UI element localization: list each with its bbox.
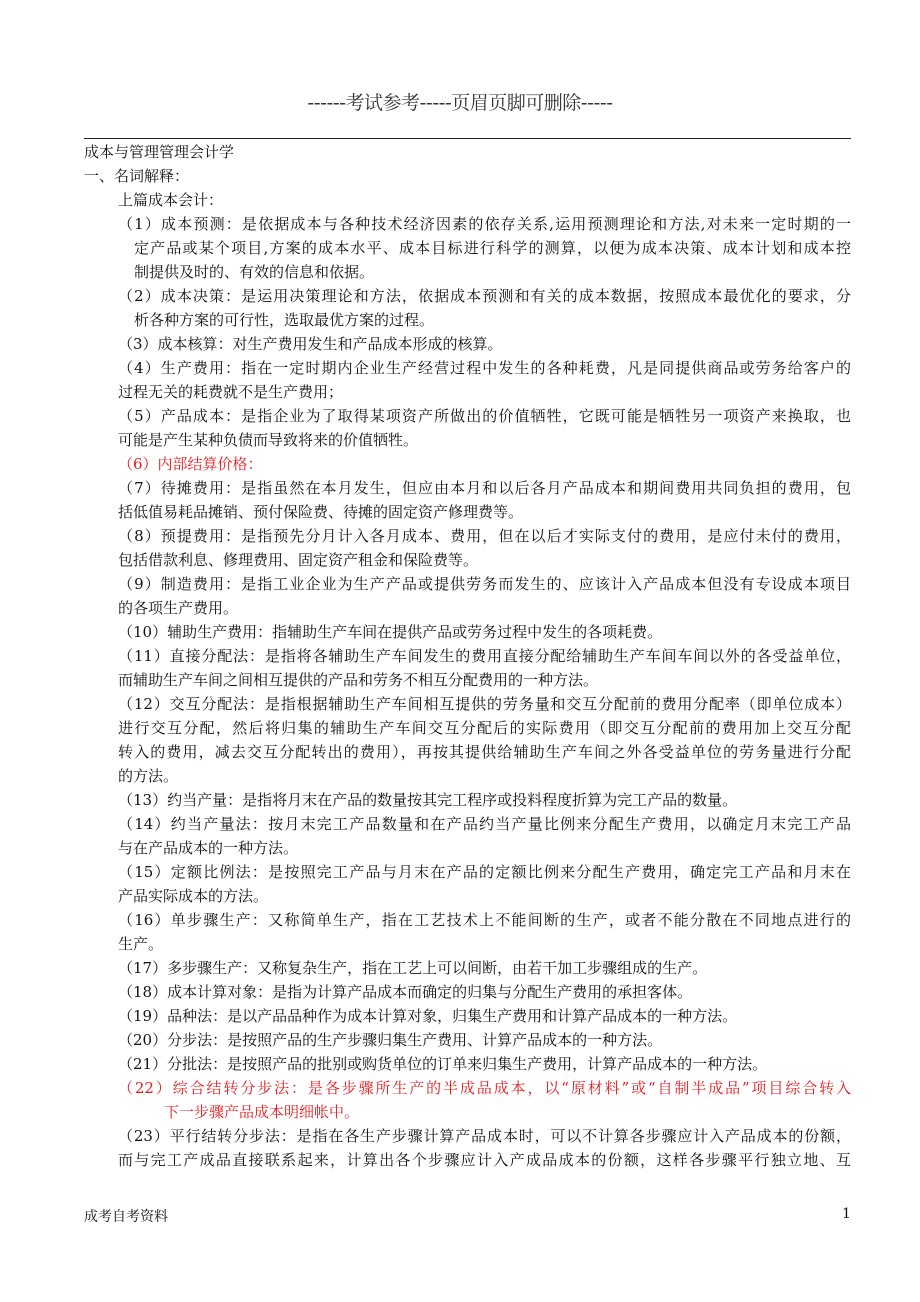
definition-item [0,788,920,812]
definition-term-line: （12）交互分配法：是指根据辅助生产车间相互提供的劳务量和交互分配前的费用分配率（即单位成本） [118,695,851,713]
definition-continuation-line: 下一步骤产品成本明细帐中。 [164,1103,360,1121]
definition-item [0,1028,920,1052]
definition-item [0,332,920,356]
definition-term-line: （1）成本预测：是依据成本与各种技术经济因素的依存关系,运用预测理论和方法,对未来一定时期的一 [118,215,851,233]
definition-item [0,356,920,404]
definition-continuation-line: 而辅助生产车间之间相互提供的产品和劳务不相互分配费用的一种方法。 [118,671,599,689]
definition-item [0,1004,920,1028]
definition-term-line: （4）生产费用：指在一定时期内企业生产经营过程中发生的各种耗费，凡是同提供商品或劳务给客户的 [118,359,851,377]
definition-continuation-line: 可能是产生某种负债而导致将来的价值牺牲。 [118,431,419,449]
definition-item [0,476,920,524]
definition-term-line: （11）直接分配法：是指将各辅助生产车间发生的费用直接分配给辅助生产车间车间以外的各受益单位， [118,647,851,665]
subsection-heading: 上篇成本会计： [118,191,224,209]
definition-term-line: （23）平行结转分步法：是指在各生产步骤计算产品成本时，可以不计算各步骤应计入产品成本的份额， [118,1127,851,1145]
definition-continuation-line: 析各种方案的可行性，选取最优方案的过程。 [134,311,435,329]
page-number: 1 [842,1206,851,1222]
definition-continuation-line: 的各项生产费用。 [118,599,239,617]
definition-item [0,980,920,1004]
definition-continuation-line: 的方法。 [118,767,179,785]
definition-term-line: （13）约当产量：是指将月末在产品的数量按其完工程序或投料程度折算为完工产品的数量。 [118,791,738,809]
definition-item [0,212,920,284]
definition-term-line: （5）产品成本：是指企业为了取得某项资产所做出的价值牺牲，它既可能是牺牲另一项资产来换取，也 [118,407,851,425]
definition-term-line: （19）品种法：是以产品品种作为成本计算对象，归集生产费用和计算产品成本的一种方法。 [118,1007,738,1025]
definition-item [0,404,920,452]
definition-continuation-line: 包括借款利息、修理费用、固定资产租金和保险费等。 [118,551,479,569]
definition-term-line: （7）待摊费用：是指虽然在本月发生，但应由本月和以后各月产品成本和期间费用共同负担的费用，包 [118,479,851,497]
definition-continuation-line: 而与完工产成品直接联系起来，计算出各个步骤应计入产成品成本的份额，这样各步骤平行独立地、互 [118,1151,851,1169]
definition-term-line: （18）成本计算对象：是指为计算产品成本而确定的归集与分配生产费用的承担客体。 [118,983,693,1001]
definition-continuation-line: 转入的费用，减去交互分配转出的费用），再按其提供给辅助生产车间之外各受益单位的劳务量进行分配 [118,743,851,761]
definition-term-line: （20）分步法：是按照产品的生产步骤归集生产费用、计算产品成本的一种方法。 [118,1031,663,1049]
definition-continuation-line: 定产品或某个项目,方案的成本水平、成本目标进行科学的测算，以便为成本决策、成本计划和成本控 [134,239,851,257]
definition-term-line: （21）分批法：是按照产品的批别或购货单位的订单来归集生产费用，计算产品成本的一种方法。 [118,1055,768,1073]
definition-term-line: （3）成本核算：对生产费用发生和产品成本形成的核算。 [118,335,503,353]
definition-term-line: （10）辅助生产费用：指辅助生产车间在提供产品或劳务过程中发生的各项耗费。 [118,623,663,641]
definition-term-line: （15）定额比例法：是按照完工产品与月末在产品的定额比例来分配生产费用，确定完工产品和月末在 [118,863,851,881]
definition-term-line: （17）多步骤生产：又称复杂生产，指在工艺上可以间断，由若干加工步骤组成的生产。 [118,959,708,977]
definition-item [0,620,920,644]
definition-term-line: （22）综合结转分步法：是各步骤所生产的半成品成本，以“原材料”或“自制半成品”项目综合转入 [118,1079,851,1097]
definition-item [0,908,920,956]
definition-term-line: （6）内部结算价格： [118,455,263,473]
definition-term-line: （16）单步骤生产：又称简单生产，指在工艺技术上不能间断的生产，或者不能分散在不同地点进行的 [118,911,851,929]
definition-term-line: （8）预提费用：是指预先分月计入各月成本、费用，但在以后才实际支付的费用，是应付未付的费用， [118,527,851,545]
definition-item [0,1052,920,1076]
definition-continuation-line: 进行交互分配，然后将归集的辅助生产车间交互分配后的实际费用（即交互分配前的费用加上交互分配 [118,719,851,737]
definition-continuation-line: 过程无关的耗费就不是生产费用； [118,383,344,401]
definition-continuation-line: 括低值易耗品摊销、预付保险费、待摊的固定资产修理费等。 [118,503,524,521]
definition-item [0,812,920,860]
definition-item [0,1076,920,1124]
section-heading: 一、名词解释： [84,167,190,185]
definition-continuation-line: 产品实际成本的方法。 [118,887,269,905]
definition-item [0,860,920,908]
document-body [0,140,920,1172]
document-title: 成本与管理管理会计学 [84,143,235,161]
definition-term-line: （9）制造费用：是指工业企业为生产产品或提供劳务而发生的、应该计入产品成本但没有专设成本项目 [118,575,851,593]
page-header-title: ------考试参考-----页眉页脚可删除----- [307,92,613,114]
definition-item [0,692,920,788]
definition-list [0,212,920,1172]
definition-item [0,1124,920,1172]
definition-term-line: （2）成本决策：是运用决策理论和方法，依据成本预测和有关的成本数据，按照成本最优化的要求，分 [118,287,851,305]
definition-continuation-line: 生产。 [118,935,164,953]
definition-term-line: （14）约当产量法：按月末完工产品数量和在产品约当产量比例来分配生产费用，以确定月末完工产品 [118,815,851,833]
definition-item [0,524,920,572]
definition-item [0,572,920,620]
definition-item [0,644,920,692]
header-divider [84,138,851,139]
definition-item [0,284,920,332]
definition-item [0,452,920,476]
definition-continuation-line: 制提供及时的、有效的信息和依据。 [134,263,375,281]
definition-continuation-line: 与在产品成本的一种方法。 [118,839,299,857]
definition-item [0,956,920,980]
footer-text: 成考自考资料 [84,1209,168,1225]
